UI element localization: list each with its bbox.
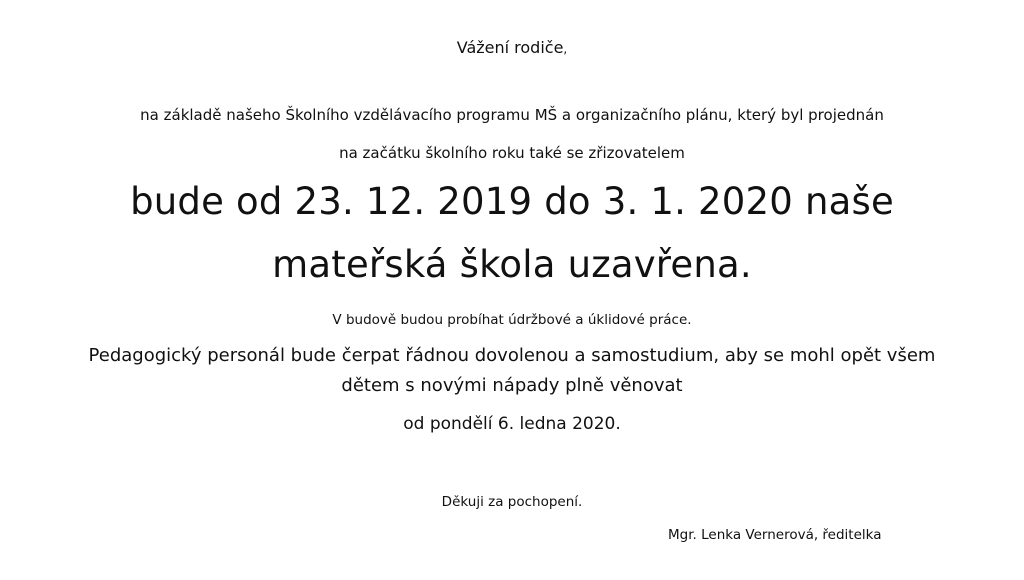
greeting-text: Vážení rodiče (456, 38, 564, 57)
greeting-comma: , (563, 42, 568, 56)
signature: Mgr. Lenka Vernerová, ředitelka (668, 527, 882, 543)
maintenance-note: V budově budou probíhat údržbové a úklidové práce. (332, 312, 692, 328)
staff-line-2: dětem s novými nápady plně věnovat (341, 375, 683, 396)
thanks-line: Děkuji za pochopení. (441, 494, 583, 510)
closure-headline-line-2: mateřská škola uzavřena. (272, 243, 752, 286)
return-date: od pondělí 6. ledna 2020. (403, 414, 621, 434)
letter-greeting (0, 38, 1024, 57)
staff-line-1: Pedagogický personál bude čerpat řádnou dovolenou a samostudium, aby se mohl opět všem (88, 345, 936, 366)
intro-line-2: na začátku školního roku také se zřizovatelem (339, 144, 685, 162)
intro-line-1: na základě našeho Školního vzdělávacího programu MŠ a organizačního plánu, který byl projednán (140, 106, 884, 124)
closure-headline-line-1: bude od 23. 12. 2019 do 3. 1. 2020 naše (130, 180, 894, 223)
